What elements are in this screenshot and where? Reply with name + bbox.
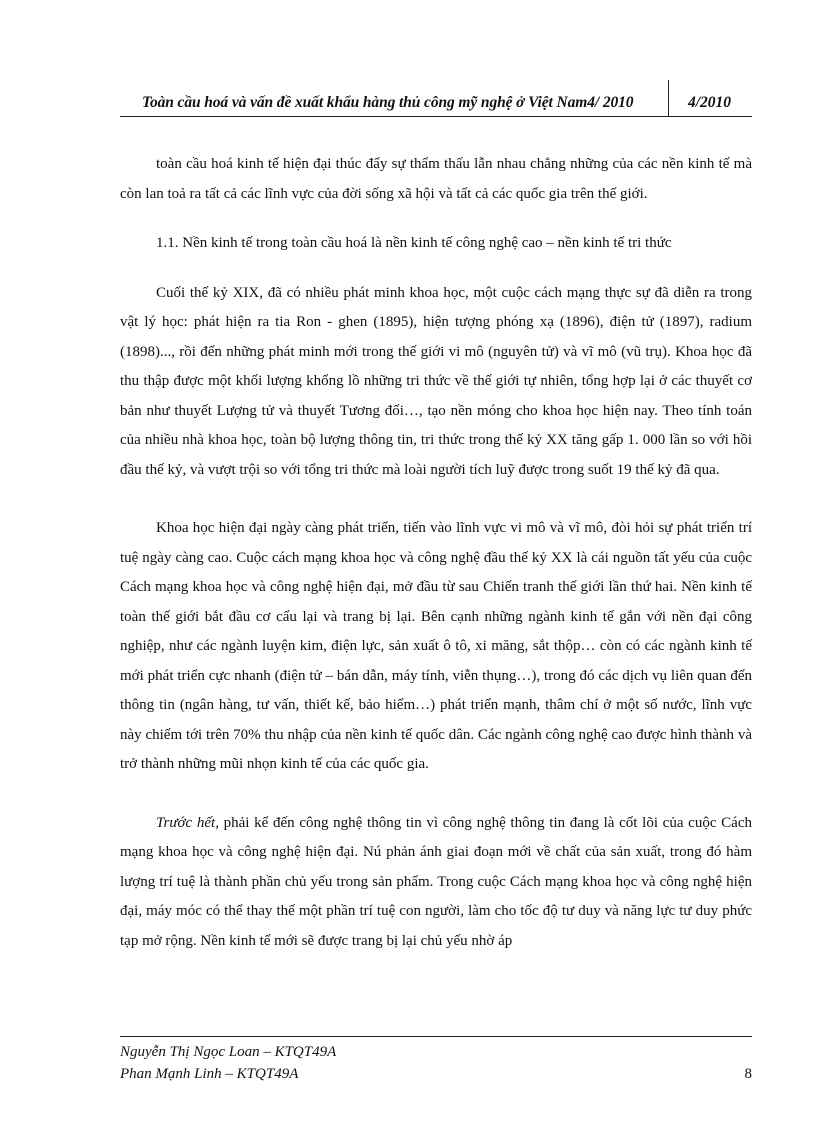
footer-author-2: Phan Mạnh Linh – KTQT49A (120, 1066, 299, 1082)
section-heading: 1.1. Nền kinh tế trong toàn cầu hoá là nền kinh tế công nghệ cao – nền kinh tế tri thức (156, 235, 672, 251)
footer-author-1: Nguyễn Thị Ngọc Loan – KTQT49A (120, 1044, 337, 1060)
footer-divider (120, 1036, 752, 1037)
paragraph-4-lead: Trước hết, (156, 814, 219, 831)
paragraph-4-text: phải kể đến công nghệ thông tin vì công nghệ thông tin đang là cốt lõi của cuộc Cách mạng khoa học và công nghệ hiện đại. Nú phản ánh giai đoạn mới về chất của sản xuất, trong đó hàm lượng trí tuệ là thành phần chủ yếu trong sản phẩm. Trong cuộc Cách mạng khoa học và công nghệ hiện đại, máy móc có thể thay thế một phần trí tuệ con người, làm cho tốc độ tư duy và năng lực tư duy phức tạp mở rộng. Nền kinh tế mới sẽ được trang bị lại chủ yếu nhờ áp (120, 814, 752, 949)
header-divider (668, 80, 669, 116)
paragraph-2: Cuối thế kỷ XIX, đã có nhiều phát minh khoa học, một cuộc cách mạng thực sự đã diễn ra trong vật lý học: phát hiện ra tia Ron - ghen (1895), hiện tượng phóng xạ (1896), điện tử (1897), radium (1898)..., rồi đến những phát minh mới trong thế giới vi mô (nguyên tử) và vĩ mô (vũ trụ). Khoa học đã thu thập được một khối lượng khổng lồ những tri thức về thế giới tự nhiên, tổng hợp lại ở các thuyết cơ bản như thuyết Lượng tử và thuyết Tương đối…, tạo nền móng cho khoa học hiện nay. Theo tính toán của nhiều nhà khoa học, toàn bộ lượng thông tin, tri thức trong thế kỷ XX tăng gấp 1. 000 lần so với hồi đầu thế kỷ, và vượt trội so với tổng tri thức mà loài người tích luỹ được trong suốt 19 thế kỷ đã qua. (120, 284, 752, 478)
paragraph-3: Khoa học hiện đại ngày càng phát triển, tiến vào lĩnh vực vi mô và vĩ mô, đòi hỏi sự phát triển trí tuệ ngày càng cao. Cuộc cách mạng khoa học và công nghệ đầu thế kỷ XX là cái nguồn tất yếu của cuộc Cách mạng khoa học và công nghệ hiện đại, mở đầu từ sau Chiến tranh thế giới lần thứ hai. Nền kinh tế toàn thế giới bắt đầu cơ cấu lại và trang bị lại. Bên cạnh những ngành kinh tế gắn với nền đại công nghiệp, như các ngành luyện kim, điện lực, sản xuất ô tô, xi măng, sắt thộp… còn có các ngành kinh tế mới phát triển cực nhanh (điện tử – bán dẫn, máy tính, viễn thụng…), trong đó các dịch vụ liên quan đến thông tin (ngân hàng, tư vấn, thiết kế, bảo hiểm…) phát triển mạnh, thâm chí ở một số nước, lĩnh vực này chiếm tới trên 70% thu nhập của nền kinh tế quốc dân. Các ngành công nghệ cao được hình thành và trở thành những mũi nhọn kinh tế của các quốc gia. (120, 520, 752, 772)
header-title: Toàn cầu hoá và vấn đề xuất khẩu hàng thủ công mỹ nghệ ở Việt Nam4/ 2010 (142, 94, 634, 111)
header-date: 4/2010 (688, 94, 732, 111)
paragraph-4 (120, 809, 752, 957)
body-text (120, 150, 752, 985)
paragraph-1: toàn cầu hoá kinh tế hiện đại thúc đẩy sự thẩm thấu lẫn nhau chẳng những của các nền kinh tế mà còn lan toả ra tất cả các lĩnh vực của đời sống xã hội và tất cả các quốc gia trên thế giới. (120, 156, 752, 202)
page-header (120, 80, 752, 117)
page-number: 8 (744, 1066, 752, 1082)
